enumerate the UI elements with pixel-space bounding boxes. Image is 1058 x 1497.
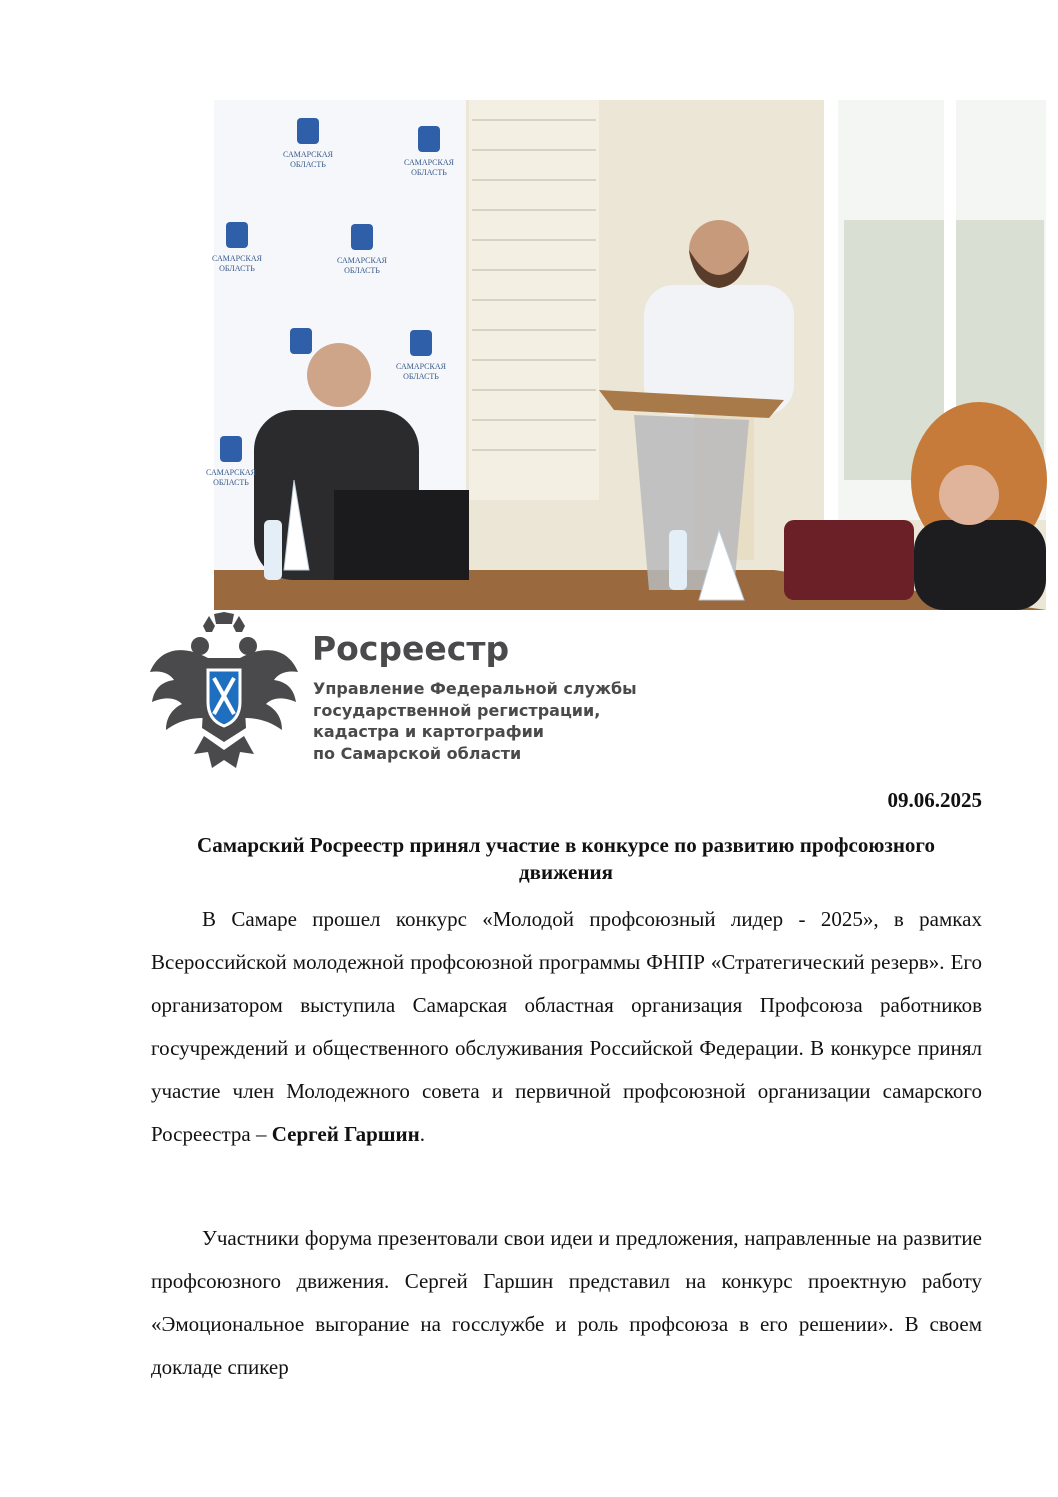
backdrop-label: ОБЛАСТЬ [213, 478, 249, 487]
logo-wordmark: Росреестр [312, 629, 510, 668]
backdrop-label: ОБЛАСТЬ [411, 168, 447, 177]
paragraph-text: Участники форума презентовали свои идеи и предложения, направленные на развитие профсоюзного движения. Сергей Гаршин представил на конкурс проектную работу «Эмоциональное выгорание на госслужбе и роль профсоюза в его решении». В своем докладе спикер [151, 1226, 982, 1379]
backdrop-label: ОБЛАСТЬ [290, 160, 326, 169]
logo-subtitle-line: Управление Федеральной службы [313, 679, 637, 698]
logo-subtitle-line: кадастра и картографии [313, 722, 545, 741]
backdrop-label: САМАРСКАЯ [404, 158, 454, 167]
logo-subtitle-line: по Самарской области [313, 743, 522, 763]
backdrop-label: ОБЛАСТЬ [403, 372, 439, 381]
backdrop-label: САМАРСКАЯ [206, 468, 256, 477]
conference-photo [206, 100, 1046, 610]
photo-illustration [206, 100, 1046, 610]
logo-subtitle-line: государственной регистрации, [313, 700, 601, 720]
article-headline: Самарский Росреестр принял участие в конкурсе по развитию профсоюзного движения [197, 833, 935, 884]
person-name: Сергей Гаршин [271, 1122, 420, 1146]
backdrop-label: ОБЛАСТЬ [344, 266, 380, 275]
publication-date: 09.06.2025 [887, 788, 982, 812]
article-paragraph-2 [151, 1217, 982, 1389]
backdrop-label: САМАРСКАЯ [396, 362, 446, 371]
paragraph-end: . [419, 1122, 425, 1146]
paragraph-text: В Самаре прошел конкурс «Молодой профсоюзный лидер - 2025», в рамках Всероссийской молодежной профсоюзной программы ФНПР «Стратегический резерв». Его организатором выступила Самарская областная организация Профсоюза работников госучреждений и общественного обслуживания Российской Федерации. В конкурсе принял участие член Молодежного совета и первичной профсоюзной организации самарского Росреестра – [151, 907, 982, 1146]
backdrop-label: ОБЛАСТЬ [219, 264, 255, 273]
backdrop-label: САМАРСКАЯ [283, 150, 333, 159]
backdrop-label: САМАРСКАЯ [212, 254, 262, 263]
double-headed-eagle-icon [148, 612, 300, 774]
backdrop-label: САМАРСКАЯ [337, 256, 387, 265]
logo-subtitle [313, 678, 643, 764]
article-paragraph-1 [151, 898, 982, 1156]
